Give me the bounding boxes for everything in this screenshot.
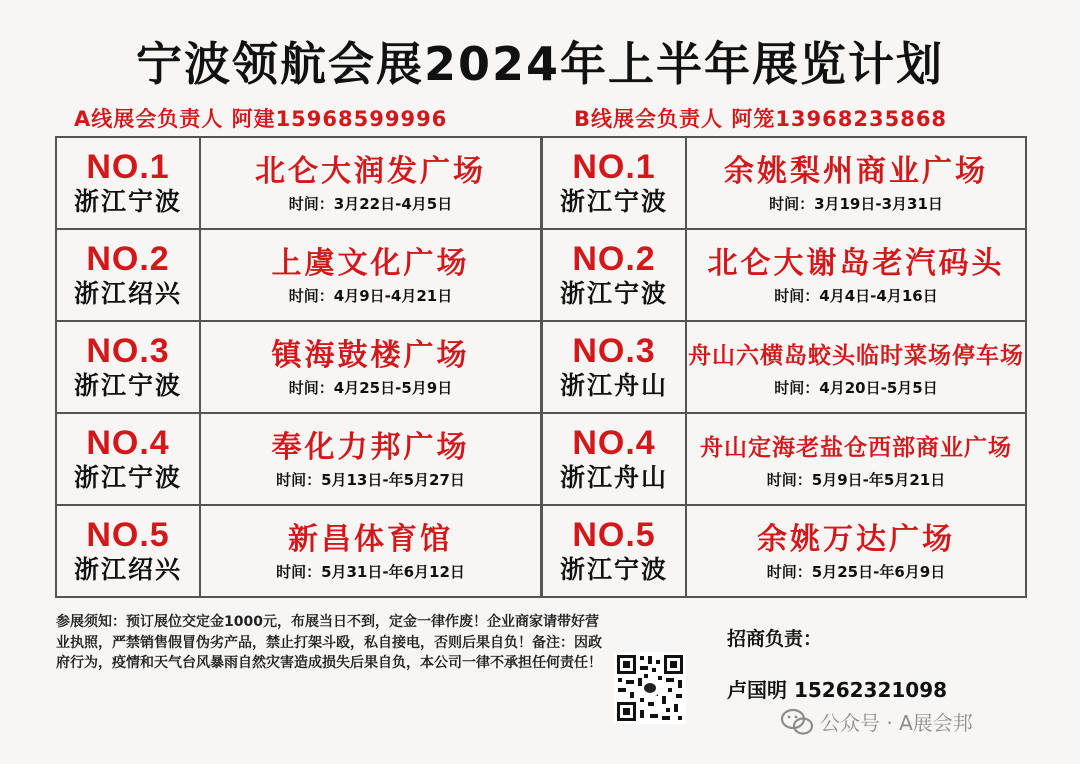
table-row — [543, 230, 1027, 322]
table-row — [57, 230, 542, 322]
number-cell — [57, 414, 201, 504]
recruit-contact: 卢国明 15262321098 — [727, 678, 948, 702]
entry-number: NO.3 — [572, 332, 656, 370]
venue-cell — [201, 230, 542, 320]
venue-cell — [201, 414, 542, 504]
entry-location: 浙江绍兴 — [73, 555, 182, 584]
number-cell — [57, 506, 201, 596]
qr-code-icon[interactable] — [614, 652, 686, 724]
venue-name: 余姚梨州商业广场 — [724, 154, 988, 189]
entry-location: 浙江宁波 — [559, 555, 668, 584]
entry-number: NO.5 — [572, 516, 656, 554]
line-a-contact: A线展会负责人 阿建15968599996 — [74, 107, 448, 131]
venue-name: 上虞文化广场 — [271, 246, 470, 281]
exhibition-time: 时间：4月20日-5月5日 — [774, 379, 938, 397]
number-cell — [543, 506, 687, 596]
entry-number: NO.4 — [86, 424, 170, 462]
number-cell — [57, 322, 201, 412]
table-row — [543, 138, 1027, 230]
table-row — [543, 506, 1027, 598]
venue-cell — [201, 138, 542, 228]
table-row — [57, 138, 542, 230]
venue-name: 北仑大谢岛老汽码头 — [707, 246, 1005, 281]
exhibition-time: 时间：3月22日-4月5日 — [288, 195, 453, 213]
venue-name: 舟山定海老盐仓西部商业广场 — [700, 435, 1012, 461]
entry-location: 浙江舟山 — [559, 371, 668, 400]
participation-notice: 参展须知：预订展位交定金1000元，布展当日不到，定金一律作废！企业商家请带好营业执照，严禁销售假冒伪劣产品，禁止打架斗殴，私自接电，否则后果自负！备注：因政府行为，疫情和天气台风暴雨自然灾害造成损失后果自负，本公司一律不承担任何责任！ — [56, 614, 602, 671]
exhibition-time: 时间：4月25日-5月9日 — [288, 379, 453, 397]
exhibition-time: 时间：4月9日-4月21日 — [288, 287, 453, 305]
recruit-label: 招商负责： — [727, 628, 823, 650]
exhibition-time: 时间：3月19日-3月31日 — [769, 195, 943, 213]
number-cell — [543, 414, 687, 504]
entry-number: NO.2 — [572, 240, 656, 278]
entry-location: 浙江宁波 — [73, 187, 182, 216]
entry-location: 浙江宁波 — [559, 279, 668, 308]
entry-location: 浙江舟山 — [559, 463, 668, 492]
venue-name: 镇海鼓楼广场 — [271, 338, 470, 373]
table-row — [543, 322, 1027, 414]
exhibition-time: 时间：5月25日-年6月9日 — [766, 563, 946, 581]
venue-cell — [687, 322, 1027, 412]
watermark — [780, 707, 973, 736]
entry-number: NO.4 — [572, 424, 656, 462]
venue-cell — [201, 322, 542, 412]
qr-code-graphic — [614, 652, 686, 724]
table-row — [57, 414, 542, 506]
page-title: 宁波领航会展2024年上半年展览计划 — [135, 37, 945, 91]
table-row — [543, 414, 1027, 506]
exhibition-time: 时间：5月9日-年5月21日 — [766, 471, 946, 489]
entry-number: NO.3 — [86, 332, 170, 370]
exhibition-time: 时间：4月4日-4月16日 — [774, 287, 938, 305]
entry-location: 浙江宁波 — [73, 371, 182, 400]
entry-location: 浙江宁波 — [73, 463, 182, 492]
entry-number: NO.5 — [86, 516, 170, 554]
venue-cell — [687, 414, 1027, 504]
number-cell — [543, 230, 687, 320]
venue-name: 舟山六横岛蛟头临时菜场停车场 — [688, 343, 1024, 369]
exhibition-time: 时间：5月13日-年5月27日 — [276, 471, 465, 489]
exhibition-time: 时间：5月31日-年6月12日 — [276, 563, 465, 581]
venue-cell — [687, 230, 1027, 320]
table-row — [57, 322, 542, 414]
venue-cell — [687, 506, 1027, 596]
entry-location: 浙江绍兴 — [73, 279, 182, 308]
venue-name: 北仑大润发广场 — [255, 154, 486, 189]
entry-location: 浙江宁波 — [559, 187, 668, 216]
line-b-schedule-table — [541, 136, 1027, 598]
wechat-icon — [780, 708, 814, 736]
entry-number: NO.1 — [86, 148, 170, 186]
venue-name: 奉化力邦广场 — [271, 430, 470, 465]
venue-cell — [687, 138, 1027, 228]
number-cell — [543, 138, 687, 228]
number-cell — [57, 230, 201, 320]
venue-name: 新昌体育馆 — [288, 522, 453, 557]
entry-number: NO.1 — [572, 148, 656, 186]
line-a-schedule-table — [55, 136, 542, 598]
venue-cell — [201, 506, 542, 596]
line-b-contact: B线展会负责人 阿笼13968235868 — [574, 107, 948, 131]
table-row — [57, 506, 542, 598]
number-cell — [57, 138, 201, 228]
number-cell — [543, 322, 687, 412]
venue-name: 余姚万达广场 — [757, 522, 955, 557]
entry-number: NO.2 — [86, 240, 170, 278]
watermark-text: 公众号 · A展会邦 — [820, 711, 973, 735]
